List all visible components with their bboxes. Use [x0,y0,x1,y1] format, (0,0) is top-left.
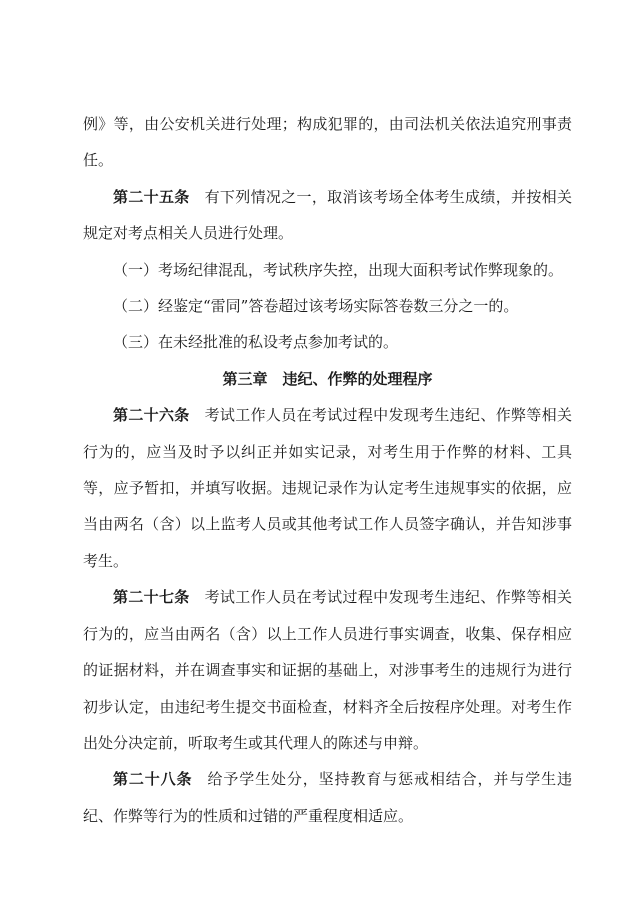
document-body [83,106,572,834]
list-item [83,252,572,288]
article-26 [83,397,572,579]
article-25 [83,179,572,252]
article-text: 给予学生处分，坚持教育与惩戒相结合，并与学生违纪、作弊等行为的性质和过错的严重程度相适应。 [83,770,572,825]
list-item [83,288,572,324]
list-item-text: （二）经鉴定“雷同”答卷超过该考场实际答卷数三分之一的。 [113,297,519,316]
list-item-text: （三）在未经批准的私设考点参加考试的。 [113,333,399,352]
article-label: 第二十七条 [113,588,190,607]
list-item-text: （一）考场纪律混乱，考试秩序失控，出现大面积考试作弊现象的。 [113,260,564,279]
article-27 [83,579,572,761]
chapter-heading: 第三章 违纪、作弊的处理程序 [222,369,433,388]
article-label: 第二十八条 [113,770,193,789]
article-28 [83,761,572,834]
article-text: 考试工作人员在考试过程中发现考生违纪、作弊等相关行为的，应当由两名（含）以上工作人员进行事实调查，收集、保存相应的证据材料，并在调查事实和证据的基础上，对涉事考生的违规行为进行初步认定，由违纪考生提交书面检查，材料齐全后按程序处理。对考生作出处分决定前，听取考生或其代理人的陈述与申辩。 [83,588,572,752]
paragraph-text: 例》等，由公安机关进行处理；构成犯罪的，由司法机关依法追究刑事责任。 [83,115,572,170]
list-item [83,324,572,360]
paragraph-continuation [83,106,572,179]
article-text: 有下列情况之一，取消该考场全体考生成绩，并按相关规定对考点相关人员进行处理。 [83,187,572,243]
article-label: 第二十六条 [113,406,190,425]
article-label: 第二十五条 [113,187,190,206]
article-text: 考试工作人员在考试过程中发现考生违纪、作弊等相关行为的，应当及时予以纠正并如实记录，对考生用于作弊的材料、工具等，应予暂扣，并填写收据。违规记录作为认定考生违规事实的依据，应当由两名（含）以上监考人员或其他考试工作人员签字确认，并告知涉事考生。 [83,406,572,570]
